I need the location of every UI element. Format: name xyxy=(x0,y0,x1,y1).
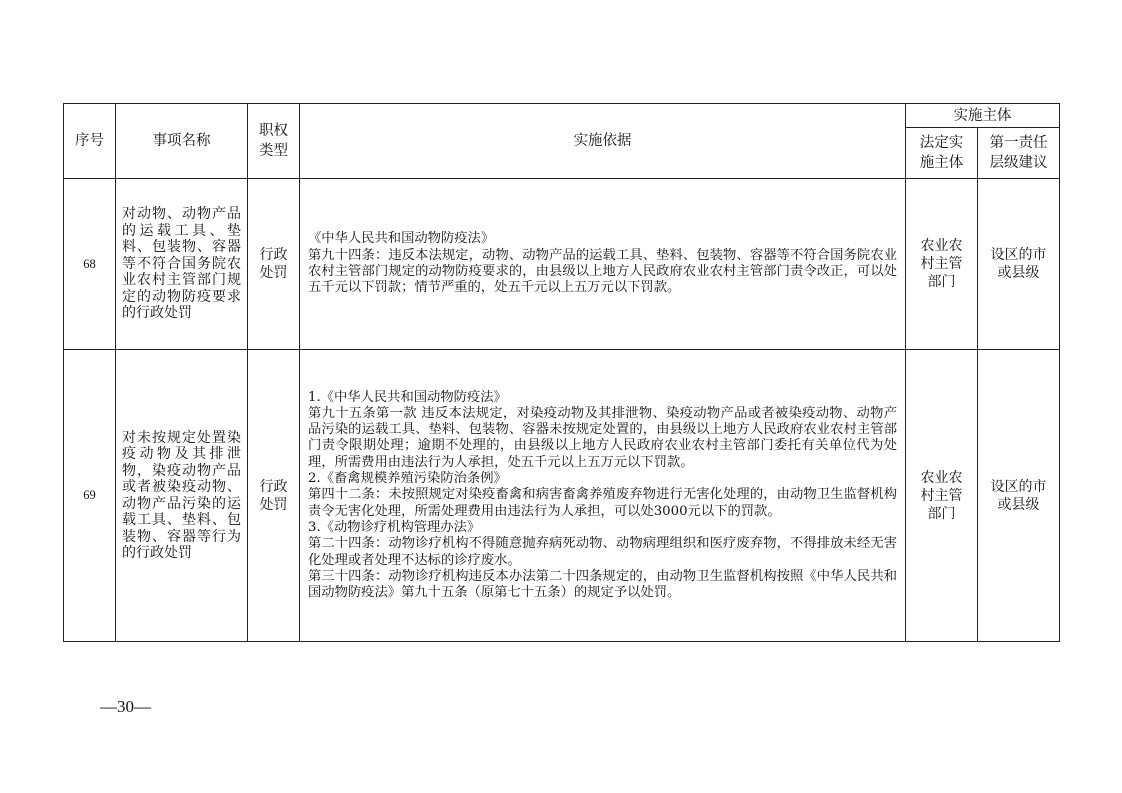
row-subject: 农业农 村主管 部门 xyxy=(906,350,978,642)
row-type: 行政 处罚 xyxy=(248,179,300,350)
row-name: 对未按规定处置染疫动物及其排泄物，染疫动物产品或者被染疫动物、动物产品污染的运载工具、垫料、包装物、容器等行为的行政处罚 xyxy=(116,350,248,642)
row-basis: 1.《中华人民共和国动物防疫法》 第九十五条第一款 违反本法规定，对染疫动物及其排泄物、染疫动物产品或者被染疫动物、动物产品污染的运载工具、垫料、包装物、容器未按规定处置的，由县级以上地方人民政府农业农村主管部门责令限期处理；逾期不处理的，由县级以上地方人民政府农业农村主管部门委托有关单位代为处理，所需费用由违法行为人承担，处五千元以上五万元以下罚款。 2.《畜禽规模养殖污染防治条例》 第四十二条：未按照规定对染疫畜禽和病害畜禽养殖废弃物进行无害化处理的，由动物卫生监督机构责令无害化处理，所需处理费用由违法行为人承担，可以处3000元以下的罚款。 3.《动物诊疗机构管理办法》 第二十四条：动物诊疗机构不得随意抛弃病死动物、动物病理组织和医疗废弃物，不得排放未经无害化处理或者处理不达标的诊疗废水。 第三十四条：动物诊疗机构违反本办法第二十四条规定的，由动物卫生监督机构按照《中华人民共和国动物防疫法》第九十五条（原第七十五条）的规定予以处罚。 xyxy=(300,350,906,642)
row-level: 设区的市 或县级 xyxy=(978,179,1060,350)
header-type: 职权 类型 xyxy=(248,104,300,179)
matters-table xyxy=(63,103,1060,642)
header-subject-group: 实施主体 xyxy=(906,104,1060,128)
row-level: 设区的市 或县级 xyxy=(978,350,1060,642)
row-type: 行政 处罚 xyxy=(248,350,300,642)
row-basis: 《中华人民共和国动物防疫法》 第九十四条：违反本法规定，动物、动物产品的运载工具、垫料、包装物、容器等不符合国务院农业农村主管部门规定的动物防疫要求的，由县级以上地方人民政府农业农村主管部门责令改正，可以处五千元以下罚款；情节严重的，处五千元以上五万元以下罚款。 xyxy=(300,179,906,350)
table-row xyxy=(64,179,1060,350)
row-subject: 农业农 村主管 部门 xyxy=(906,179,978,350)
row-no: 68 xyxy=(64,179,116,350)
header-legal-subject: 法定实 施主体 xyxy=(906,128,978,179)
table-row xyxy=(64,350,1060,642)
row-no: 69 xyxy=(64,350,116,642)
header-basis: 实施依据 xyxy=(300,104,906,179)
page-number: —30— xyxy=(100,697,151,716)
header-first-level: 第一责任 层级建议 xyxy=(978,128,1060,179)
row-name: 对动物、动物产品的运载工具、垫料、包装物、容器等不符合国务院农业农村主管部门规定的动物防疫要求的行政处罚 xyxy=(116,179,248,350)
header-no: 序号 xyxy=(64,104,116,179)
header-row-1 xyxy=(64,104,1060,128)
header-name: 事项名称 xyxy=(116,104,248,179)
